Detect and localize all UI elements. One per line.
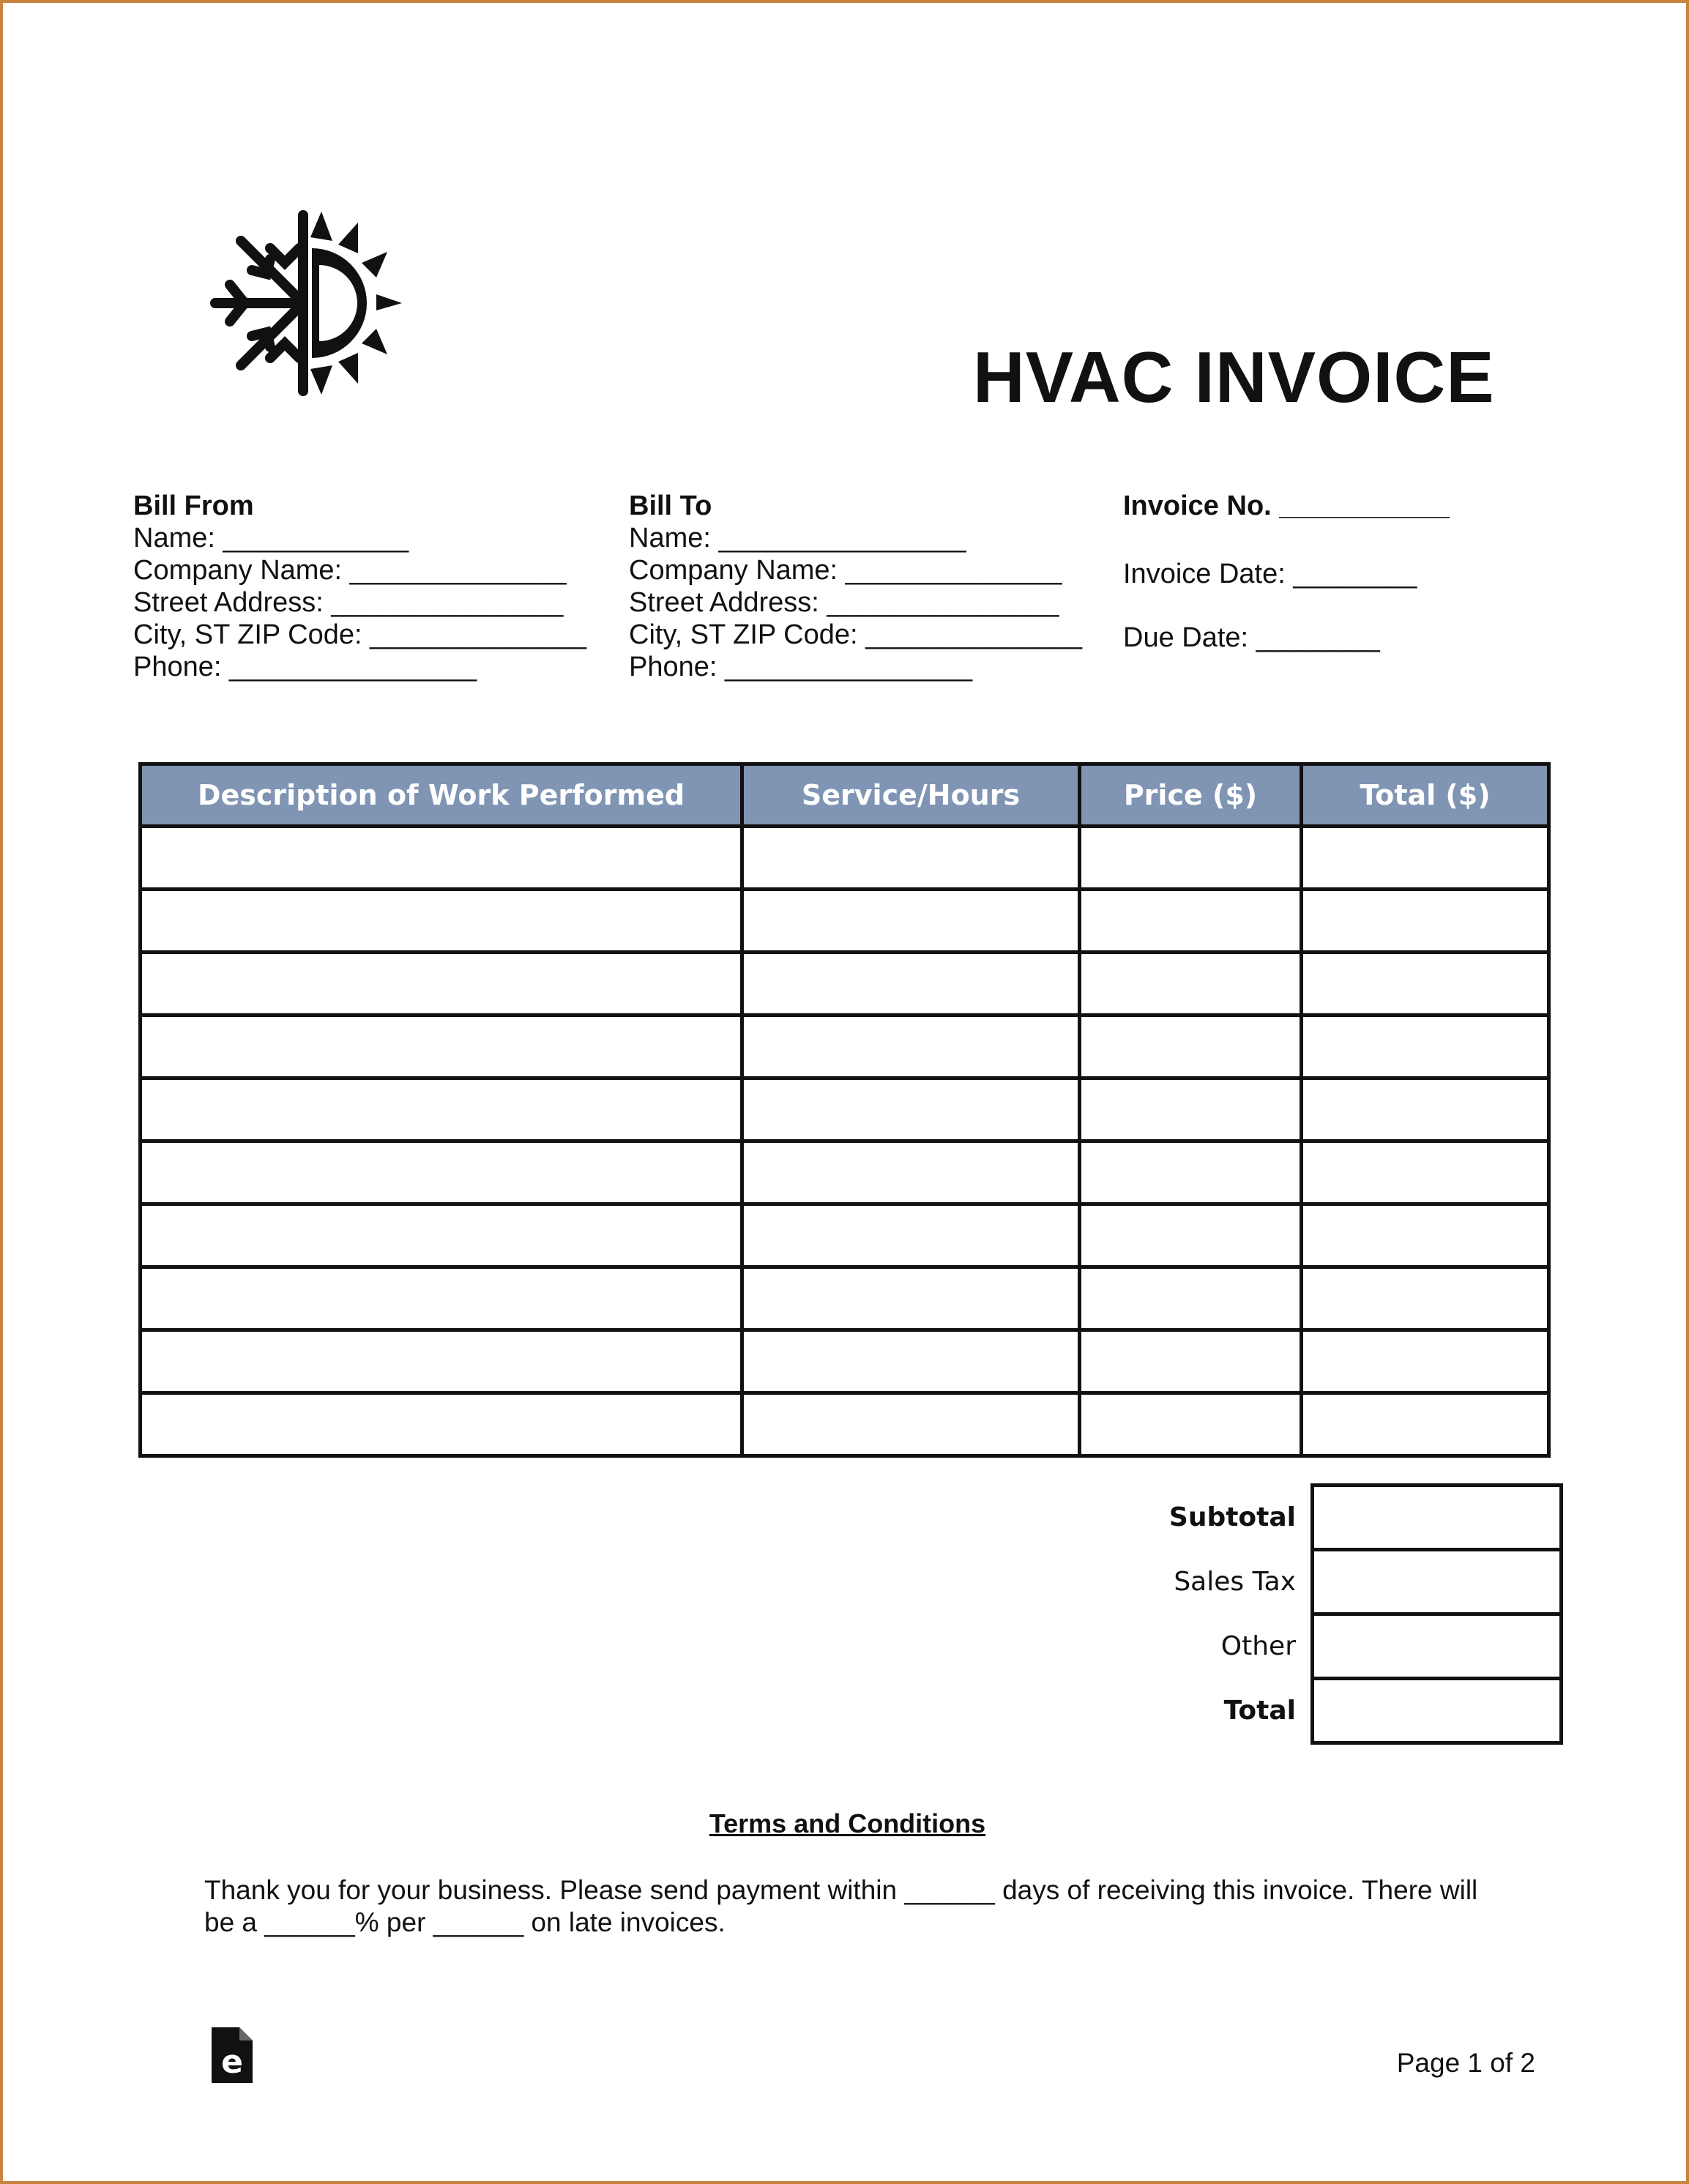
other-label: Other	[1220, 1631, 1296, 1661]
bill-to-phone[interactable]: Phone: ________________	[629, 652, 973, 682]
sales-tax-value[interactable]	[1313, 1550, 1562, 1614]
total-cell[interactable]	[1302, 953, 1549, 1015]
price-cell[interactable]	[1080, 890, 1302, 953]
total-cell[interactable]	[1302, 1204, 1549, 1267]
bill-to-name[interactable]: Name: ________________	[629, 523, 966, 554]
price-cell[interactable]	[1080, 1330, 1302, 1393]
bill-from-phone[interactable]: Phone: ________________	[133, 652, 477, 682]
snowflake-sun-icon	[201, 208, 406, 398]
total-cell[interactable]	[1302, 890, 1549, 953]
table-row	[141, 827, 1549, 890]
table-row	[141, 1204, 1549, 1267]
total-cell[interactable]	[1302, 1330, 1549, 1393]
table-row	[141, 1078, 1549, 1141]
table-row	[141, 1267, 1549, 1330]
bill-to-block	[629, 490, 1082, 683]
bill-from-company[interactable]: Company Name: ______________	[133, 555, 567, 586]
price-cell[interactable]	[1080, 1204, 1302, 1267]
table-row	[141, 1141, 1549, 1204]
table-header-row	[141, 764, 1549, 827]
service-hours-cell[interactable]	[742, 1393, 1080, 1456]
bill-to-company[interactable]: Company Name: ______________	[629, 555, 1062, 586]
other-row	[955, 1614, 1562, 1679]
bill-to-street[interactable]: Street Address: _______________	[629, 587, 1059, 618]
subtotal-value[interactable]	[1313, 1486, 1562, 1550]
subtotal-row	[955, 1486, 1562, 1550]
table-row	[141, 953, 1549, 1015]
description-cell[interactable]	[141, 827, 742, 890]
invoice-title: HVAC INVOICE	[973, 337, 1495, 417]
total-cell[interactable]	[1302, 1141, 1549, 1204]
price-cell[interactable]	[1080, 1078, 1302, 1141]
total-row	[955, 1679, 1562, 1743]
bill-to-heading: Bill To	[629, 491, 712, 521]
bill-to-city[interactable]: City, ST ZIP Code: ______________	[629, 619, 1082, 650]
description-cell[interactable]	[141, 1078, 742, 1141]
summary-table	[955, 1483, 1563, 1745]
price-cell[interactable]	[1080, 1015, 1302, 1078]
service-hours-cell[interactable]	[742, 1078, 1080, 1141]
bill-from-heading: Bill From	[133, 491, 254, 521]
table-row	[141, 1393, 1549, 1456]
other-value[interactable]	[1313, 1614, 1562, 1679]
service-hours-cell[interactable]	[742, 827, 1080, 890]
description-cell[interactable]	[141, 890, 742, 953]
eforms-document-icon	[212, 2027, 253, 2083]
description-cell[interactable]	[141, 1204, 742, 1267]
invoice-number[interactable]: Invoice No. ___________	[1123, 491, 1450, 521]
col-price: Price ($)	[1080, 764, 1302, 827]
subtotal-label: Subtotal	[1168, 1502, 1296, 1532]
price-cell[interactable]	[1080, 1393, 1302, 1456]
bill-from-block	[133, 490, 586, 683]
page-number: Page 1 of 2	[1396, 2048, 1535, 2078]
line-items-table	[138, 762, 1551, 1458]
service-hours-cell[interactable]	[742, 1204, 1080, 1267]
service-hours-cell[interactable]	[742, 1141, 1080, 1204]
sales-tax-label: Sales Tax	[1174, 1567, 1296, 1597]
total-cell[interactable]	[1302, 1267, 1549, 1330]
terms-title: Terms and Conditions	[709, 1808, 986, 1838]
invoice-date[interactable]: Invoice Date: ________	[1123, 559, 1417, 589]
sales-tax-row	[955, 1550, 1562, 1614]
description-cell[interactable]	[141, 1015, 742, 1078]
total-cell[interactable]	[1302, 1015, 1549, 1078]
service-hours-cell[interactable]	[742, 1267, 1080, 1330]
bill-from-name[interactable]: Name: ____________	[133, 523, 409, 554]
description-cell[interactable]	[141, 953, 742, 1015]
col-service-hours: Service/Hours	[742, 764, 1080, 827]
price-cell[interactable]	[1080, 1267, 1302, 1330]
price-cell[interactable]	[1080, 953, 1302, 1015]
service-hours-cell[interactable]	[742, 953, 1080, 1015]
table-row	[141, 890, 1549, 953]
bill-from-street[interactable]: Street Address: _______________	[133, 587, 564, 618]
total-cell[interactable]	[1302, 1078, 1549, 1141]
due-date[interactable]: Due Date: ________	[1123, 622, 1380, 653]
price-cell[interactable]	[1080, 827, 1302, 890]
price-cell[interactable]	[1080, 1141, 1302, 1204]
description-cell[interactable]	[141, 1393, 742, 1456]
total-cell[interactable]	[1302, 1393, 1549, 1456]
description-cell[interactable]	[141, 1330, 742, 1393]
table-row	[141, 1015, 1549, 1078]
service-hours-cell[interactable]	[742, 890, 1080, 953]
table-row	[141, 1330, 1549, 1393]
col-total: Total ($)	[1302, 764, 1549, 827]
terms-body: Thank you for your business. Please send payment within ______ days of receiving this invoice. There will be a ______% per ______ on late invoices.	[204, 1875, 1478, 1937]
service-hours-cell[interactable]	[742, 1330, 1080, 1393]
service-hours-cell[interactable]	[742, 1015, 1080, 1078]
description-cell[interactable]	[141, 1141, 742, 1204]
col-description: Description of Work Performed	[141, 764, 742, 827]
total-value[interactable]	[1313, 1679, 1562, 1743]
description-cell[interactable]	[141, 1267, 742, 1330]
total-label: Total	[1223, 1696, 1296, 1726]
bill-from-city[interactable]: City, ST ZIP Code: ______________	[133, 619, 586, 650]
svg-text:e: e	[221, 2043, 243, 2081]
total-cell[interactable]	[1302, 827, 1549, 890]
